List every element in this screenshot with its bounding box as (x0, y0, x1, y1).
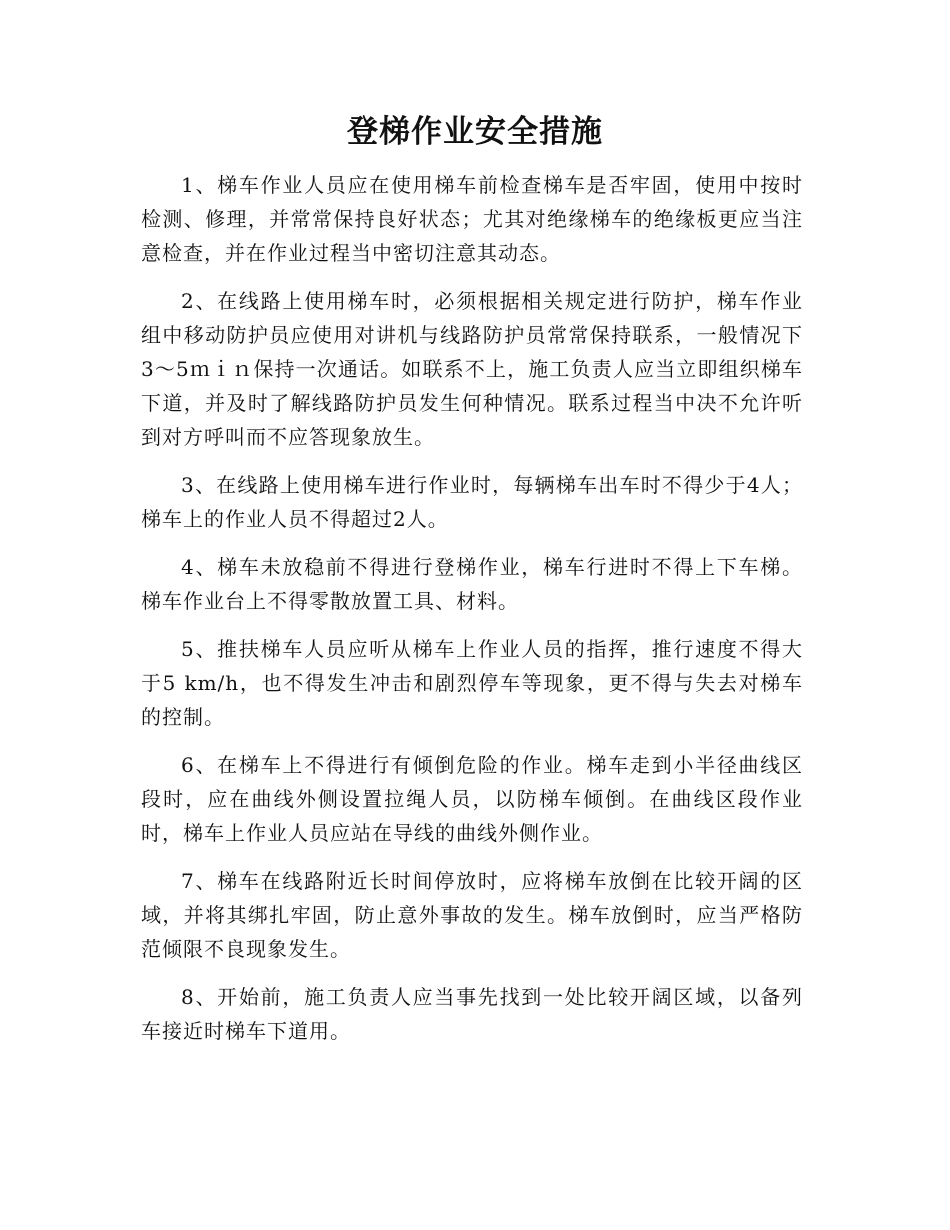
paragraph-3: 3、在线路上使用梯车进行作业时，每辆梯车出车时不得少于4人；梯车上的作业人员不得超过2人。 (141, 473, 803, 531)
paragraph-4: 4、梯车未放稳前不得进行登梯作业，梯车行进时不得上下车梯。梯车作业台上不得零散放置工具、材料。 (141, 555, 803, 613)
paragraph-2: 2、在线路上使用梯车时，必须根据相关规定进行防护，梯车作业组中移动防护员应使用对讲机与线路防护员常常保持联系，一般情况下3～5ｍｉｎ保持一次通话。如联系不上，施工负责人应当立即组织梯车下道，并及时了解线路防护员发生何种情况。联系过程当中决不允许听到对方呼叫而不应答现象放生。 (141, 289, 803, 449)
paragraph-5: 5、推扶梯车人员应听从梯车上作业人员的指挥，推行速度不得大于5 km/h，也不得发生冲击和剧烈停车等现象，更不得与失去对梯车的控制。 (141, 637, 803, 729)
paragraph-6: 6、在梯车上不得进行有倾倒危险的作业。梯车走到小半径曲线区段时，应在曲线外侧设置拉绳人员，以防梯车倾倒。在曲线区段作业时，梯车上作业人员应站在导线的曲线外侧作业。 (141, 753, 803, 845)
document-body (141, 168, 803, 1062)
paragraph-1: 1、梯车作业人员应在使用梯车前检查梯车是否牢固，使用中按时检测、修理，并常常保持良好状态；尤其对绝缘梯车的绝缘板更应当注意检查，并在作业过程当中密切注意其动态。 (141, 173, 803, 265)
paragraph-7: 7、梯车在线路附近长时间停放时，应将梯车放倒在比较开阔的区域，并将其绑扎牢固，防止意外事故的发生。梯车放倒时，应当严格防范倾限不良现象发生。 (141, 869, 803, 961)
document-title: 登梯作业安全措施 (347, 114, 603, 150)
paragraph-8: 8、开始前，施工负责人应当事先找到一处比较开阔区域，以备列车接近时梯车下道用。 (141, 985, 803, 1043)
